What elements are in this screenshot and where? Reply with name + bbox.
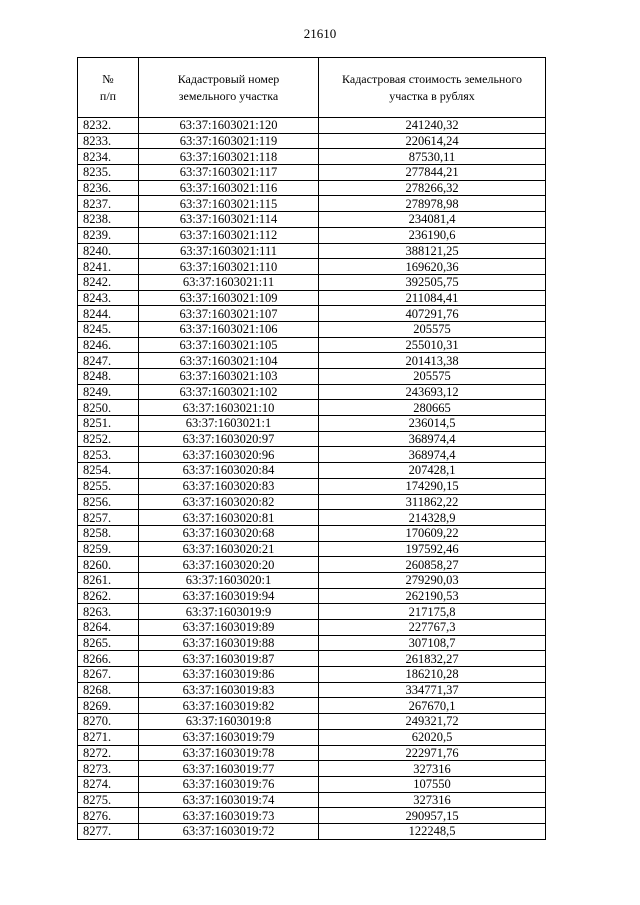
cadastral-value-cell: 107550: [319, 776, 546, 792]
table-row: [78, 525, 546, 541]
header-line: Кадастровый номер: [177, 71, 280, 86]
cadastral-number-cell: 63:37:1603021:1: [139, 416, 319, 432]
table-row: [78, 714, 546, 730]
row-number-cell: 8276.: [78, 808, 139, 824]
row-number-cell: 8271.: [78, 729, 139, 745]
cadastral-value-cell: 327316: [319, 761, 546, 777]
cadastral-number-cell: 63:37:1603019:94: [139, 588, 319, 604]
cadastral-value-cell: 234081,4: [319, 212, 546, 228]
row-number-cell: 8238.: [78, 212, 139, 228]
table-row: [78, 510, 546, 526]
table-row: [78, 165, 546, 181]
row-number-cell: 8236.: [78, 180, 139, 196]
table-row: [78, 259, 546, 275]
cadastral-number-cell: 63:37:1603021:114: [139, 212, 319, 228]
cadastral-value-table: [77, 57, 546, 840]
row-number-cell: 8265.: [78, 635, 139, 651]
cadastral-value-cell: 174290,15: [319, 478, 546, 494]
cadastral-value-cell: 243693,12: [319, 384, 546, 400]
table-row: [78, 745, 546, 761]
table-row: [78, 321, 546, 337]
row-number-cell: 8260.: [78, 557, 139, 573]
cadastral-number-cell: 63:37:1603019:74: [139, 792, 319, 808]
cadastral-value-cell: 407291,76: [319, 306, 546, 322]
table-row: [78, 698, 546, 714]
cadastral-value-cell: 311862,22: [319, 494, 546, 510]
row-number-cell: 8240.: [78, 243, 139, 259]
cadastral-value-cell: 197592,46: [319, 541, 546, 557]
row-number-cell: 8244.: [78, 306, 139, 322]
cadastral-value-cell: 279290,03: [319, 572, 546, 588]
cadastral-number-cell: 63:37:1603020:68: [139, 525, 319, 541]
cadastral-value-cell: 280665: [319, 400, 546, 416]
row-number-cell: 8275.: [78, 792, 139, 808]
cadastral-value-cell: 205575: [319, 321, 546, 337]
header-row-number: [78, 58, 139, 118]
table-row: [78, 227, 546, 243]
cadastral-value-cell: 170609,22: [319, 525, 546, 541]
table-row: [78, 761, 546, 777]
table-row: [78, 149, 546, 165]
table-row: [78, 541, 546, 557]
cadastral-number-cell: 63:37:1603021:103: [139, 369, 319, 385]
table-row: [78, 306, 546, 322]
cadastral-number-cell: 63:37:1603020:84: [139, 463, 319, 479]
cadastral-value-cell: 241240,32: [319, 118, 546, 134]
row-number-cell: 8242.: [78, 274, 139, 290]
cadastral-value-cell: 262190,53: [319, 588, 546, 604]
row-number-cell: 8267.: [78, 667, 139, 683]
cadastral-value-cell: 327316: [319, 792, 546, 808]
cadastral-value-cell: 290957,15: [319, 808, 546, 824]
row-number-cell: 8248.: [78, 369, 139, 385]
row-number-cell: 8268.: [78, 682, 139, 698]
row-number-cell: 8258.: [78, 525, 139, 541]
row-number-cell: 8247.: [78, 353, 139, 369]
cadastral-number-cell: 63:37:1603021:107: [139, 306, 319, 322]
cadastral-value-cell: 277844,21: [319, 165, 546, 181]
header-line: Кадастровая стоимость земельного: [342, 71, 522, 86]
cadastral-number-cell: 63:37:1603020:1: [139, 572, 319, 588]
table-row: [78, 243, 546, 259]
table-row: [78, 588, 546, 604]
table-row: [78, 682, 546, 698]
row-number-cell: 8266.: [78, 651, 139, 667]
row-number-cell: 8239.: [78, 227, 139, 243]
cadastral-number-cell: 63:37:1603019:82: [139, 698, 319, 714]
header-cadastral-value: [319, 58, 546, 118]
cadastral-number-cell: 63:37:1603021:115: [139, 196, 319, 212]
header-line: земельного участка: [178, 88, 279, 103]
row-number-cell: 8261.: [78, 572, 139, 588]
row-number-cell: 8270.: [78, 714, 139, 730]
cadastral-value-cell: 261832,27: [319, 651, 546, 667]
table-row: [78, 353, 546, 369]
cadastral-number-cell: 63:37:1603021:120: [139, 118, 319, 134]
cadastral-number-cell: 63:37:1603021:117: [139, 165, 319, 181]
table-row: [78, 337, 546, 353]
row-number-cell: 8262.: [78, 588, 139, 604]
cadastral-value-cell: 255010,31: [319, 337, 546, 353]
row-number-cell: 8249.: [78, 384, 139, 400]
table-row: [78, 463, 546, 479]
cadastral-number-cell: 63:37:1603020:97: [139, 431, 319, 447]
cadastral-number-cell: 63:37:1603021:111: [139, 243, 319, 259]
cadastral-number-cell: 63:37:1603020:20: [139, 557, 319, 573]
table-row: [78, 133, 546, 149]
cadastral-value-cell: 334771,37: [319, 682, 546, 698]
cadastral-number-cell: 63:37:1603019:89: [139, 620, 319, 636]
cadastral-value-cell: 211084,41: [319, 290, 546, 306]
table-row: [78, 400, 546, 416]
row-number-cell: 8257.: [78, 510, 139, 526]
header-cadastral-number: [139, 58, 319, 118]
table-row: [78, 180, 546, 196]
cadastral-number-cell: 63:37:1603019:73: [139, 808, 319, 824]
cadastral-value-cell: 236014,5: [319, 416, 546, 432]
table-header: [78, 58, 546, 118]
table-row: [78, 212, 546, 228]
cadastral-number-cell: 63:37:1603021:116: [139, 180, 319, 196]
row-number-cell: 8241.: [78, 259, 139, 275]
table-row: [78, 604, 546, 620]
cadastral-number-cell: 63:37:1603021:109: [139, 290, 319, 306]
row-number-cell: 8234.: [78, 149, 139, 165]
cadastral-number-cell: 63:37:1603021:110: [139, 259, 319, 275]
row-number-cell: 8237.: [78, 196, 139, 212]
row-number-cell: 8274.: [78, 776, 139, 792]
table-row: [78, 369, 546, 385]
table-row: [78, 823, 546, 839]
cadastral-number-cell: 63:37:1603020:21: [139, 541, 319, 557]
header-line: п/п: [99, 88, 117, 103]
cadastral-number-cell: 63:37:1603019:78: [139, 745, 319, 761]
header-line: участка в рублях: [389, 88, 475, 103]
cadastral-number-cell: 63:37:1603021:102: [139, 384, 319, 400]
cadastral-number-cell: 63:37:1603020:96: [139, 447, 319, 463]
cadastral-number-cell: 63:37:1603020:82: [139, 494, 319, 510]
cadastral-number-cell: 63:37:1603021:105: [139, 337, 319, 353]
cadastral-value-cell: 278266,32: [319, 180, 546, 196]
cadastral-value-cell: 222971,76: [319, 745, 546, 761]
table-row: [78, 729, 546, 745]
row-number-cell: 8277.: [78, 823, 139, 839]
row-number-cell: 8252.: [78, 431, 139, 447]
cadastral-number-cell: 63:37:1603019:77: [139, 761, 319, 777]
cadastral-value-cell: 227767,3: [319, 620, 546, 636]
cadastral-number-cell: 63:37:1603019:9: [139, 604, 319, 620]
cadastral-value-cell: 201413,38: [319, 353, 546, 369]
table-row: [78, 118, 546, 134]
cadastral-number-cell: 63:37:1603021:119: [139, 133, 319, 149]
cadastral-number-cell: 63:37:1603020:83: [139, 478, 319, 494]
cadastral-number-cell: 63:37:1603020:81: [139, 510, 319, 526]
row-number-cell: 8233.: [78, 133, 139, 149]
header-row: [78, 58, 546, 118]
row-number-cell: 8259.: [78, 541, 139, 557]
row-number-cell: 8243.: [78, 290, 139, 306]
table-row: [78, 196, 546, 212]
cadastral-value-cell: 186210,28: [319, 667, 546, 683]
table-row: [78, 494, 546, 510]
table-row: [78, 384, 546, 400]
cadastral-number-cell: 63:37:1603019:83: [139, 682, 319, 698]
cadastral-number-cell: 63:37:1603019:76: [139, 776, 319, 792]
cadastral-value-cell: 368974,4: [319, 447, 546, 463]
table-row: [78, 776, 546, 792]
row-number-cell: 8250.: [78, 400, 139, 416]
cadastral-number-cell: 63:37:1603021:11: [139, 274, 319, 290]
table-row: [78, 290, 546, 306]
cadastral-number-cell: 63:37:1603021:106: [139, 321, 319, 337]
page-number: 21610: [303, 26, 337, 41]
cadastral-number-cell: 63:37:1603019:72: [139, 823, 319, 839]
cadastral-number-cell: 63:37:1603021:104: [139, 353, 319, 369]
row-number-cell: 8245.: [78, 321, 139, 337]
table-row: [78, 635, 546, 651]
cadastral-number-cell: 63:37:1603021:112: [139, 227, 319, 243]
cadastral-number-cell: 63:37:1603019:87: [139, 651, 319, 667]
cadastral-number-cell: 63:37:1603019:8: [139, 714, 319, 730]
cadastral-value-cell: 122248,5: [319, 823, 546, 839]
cadastral-number-cell: 63:37:1603019:86: [139, 667, 319, 683]
cadastral-value-cell: 368974,4: [319, 431, 546, 447]
cadastral-value-cell: 278978,98: [319, 196, 546, 212]
row-number-cell: 8256.: [78, 494, 139, 510]
cadastral-value-cell: 214328,9: [319, 510, 546, 526]
cadastral-value-cell: 220614,24: [319, 133, 546, 149]
cadastral-value-cell: 249321,72: [319, 714, 546, 730]
table-row: [78, 651, 546, 667]
row-number-cell: 8232.: [78, 118, 139, 134]
cadastral-value-cell: 87530,11: [319, 149, 546, 165]
row-number-cell: 8253.: [78, 447, 139, 463]
row-number-cell: 8254.: [78, 463, 139, 479]
row-number-cell: 8263.: [78, 604, 139, 620]
cadastral-value-cell: 392505,75: [319, 274, 546, 290]
row-number-cell: 8273.: [78, 761, 139, 777]
table-row: [78, 416, 546, 432]
cadastral-value-cell: 267670,1: [319, 698, 546, 714]
row-number-cell: 8269.: [78, 698, 139, 714]
cadastral-number-cell: 63:37:1603019:88: [139, 635, 319, 651]
table-row: [78, 431, 546, 447]
row-number-cell: 8246.: [78, 337, 139, 353]
table-row: [78, 557, 546, 573]
row-number-cell: 8264.: [78, 620, 139, 636]
cadastral-value-cell: 207428,1: [319, 463, 546, 479]
cadastral-value-cell: 388121,25: [319, 243, 546, 259]
cadastral-number-cell: 63:37:1603021:118: [139, 149, 319, 165]
row-number-cell: 8272.: [78, 745, 139, 761]
header-line: №: [102, 71, 114, 86]
cadastral-value-cell: 307108,7: [319, 635, 546, 651]
row-number-cell: 8251.: [78, 416, 139, 432]
table-body: [78, 118, 546, 840]
table-row: [78, 620, 546, 636]
cadastral-value-cell: 169620,36: [319, 259, 546, 275]
table-row: [78, 792, 546, 808]
table-row: [78, 808, 546, 824]
cadastral-value-cell: 62020,5: [319, 729, 546, 745]
row-number-cell: 8255.: [78, 478, 139, 494]
row-number-cell: 8235.: [78, 165, 139, 181]
table-row: [78, 274, 546, 290]
table-row: [78, 447, 546, 463]
cadastral-value-cell: 217175,8: [319, 604, 546, 620]
cadastral-number-cell: 63:37:1603021:10: [139, 400, 319, 416]
cadastral-value-cell: 205575: [319, 369, 546, 385]
cadastral-number-cell: 63:37:1603019:79: [139, 729, 319, 745]
cadastral-value-cell: 260858,27: [319, 557, 546, 573]
table-row: [78, 478, 546, 494]
cadastral-value-cell: 236190,6: [319, 227, 546, 243]
table-row: [78, 572, 546, 588]
table-row: [78, 667, 546, 683]
